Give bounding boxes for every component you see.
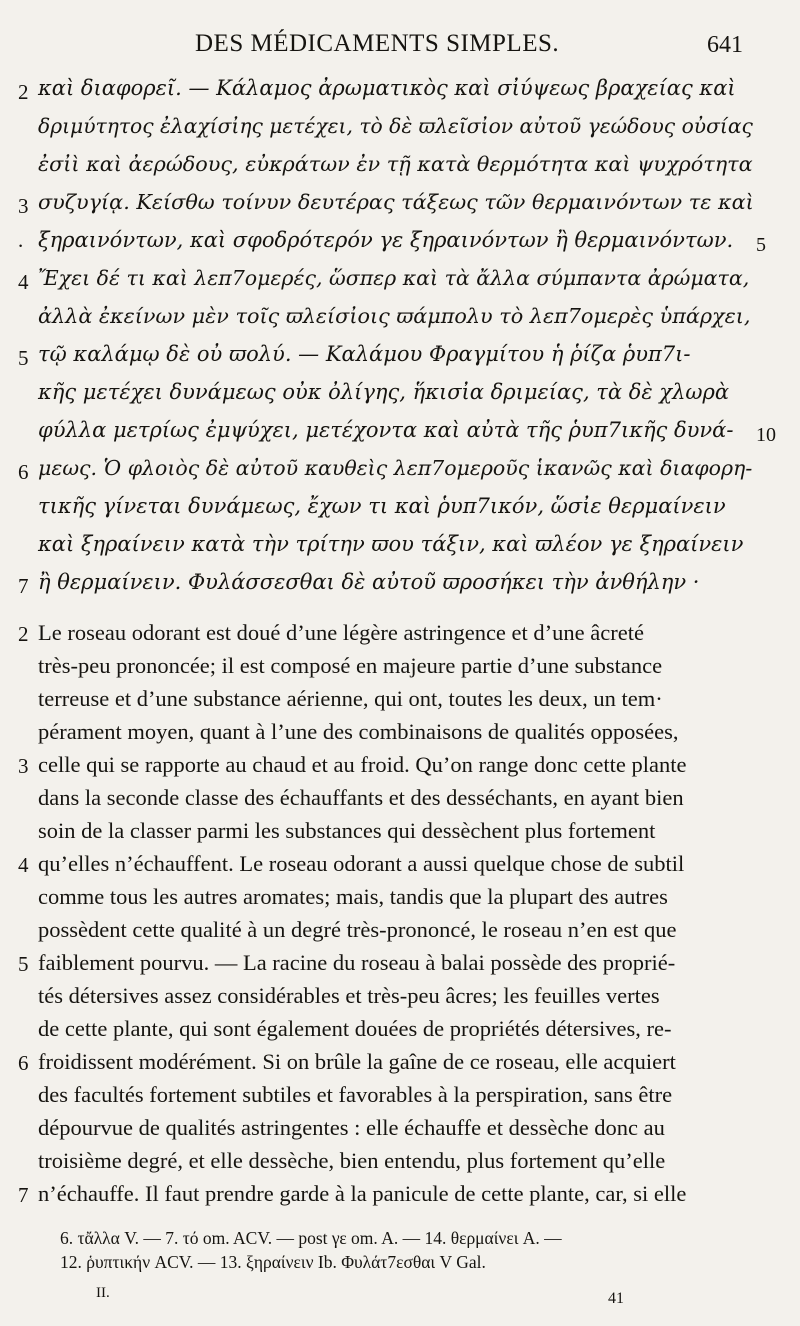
french-line: celle qui se rapporte au chaud et au froid. Qu’on range donc cette plante (38, 752, 687, 777)
section-number: 2 (18, 80, 29, 104)
greek-line: καὶ ξηραίνειν κατὰ τὴν τρίτην ϖου τάξιν, καὶ ϖλέον γε ξηραίνειν (38, 532, 744, 556)
footnote-line: 12. ῥυπτικήν ACV. — 13. ξηραίνειν Ib. Φυλάτ7εσθαι V Gal. (60, 1252, 486, 1272)
running-title: DES MÉDICAMENTS SIMPLES. (195, 30, 560, 57)
french-line: dans la seconde classe des échauffants et des desséchants, en ayant bien (38, 785, 684, 810)
french-line: soin de la classer parmi les substances qui dessèchent plus fortement (38, 818, 656, 843)
section-number: 2 (18, 622, 29, 646)
french-line: faiblement pourvu. — La racine du roseau à balai possède des proprié- (38, 950, 676, 975)
greek-line: τῷ καλάμῳ δὲ οὐ ϖολύ. — Καλάμου Φραγμίτου ἡ ῥίζα ῥυπ7ι- (38, 342, 691, 366)
section-number: 4 (18, 853, 29, 877)
greek-line: τικῆς γίνεται δυνάμεως, ἔχων τι καὶ ῥυπ7ικόν, ὥσἰε θερμαίνειν (38, 494, 726, 518)
french-line: troisième degré, et elle dessèche, bien entendu, plus fortement qu’elle (38, 1148, 666, 1173)
french-line: des facultés fortement subtiles et favorables à la perspiration, sans être (38, 1082, 673, 1107)
french-line: terreuse et d’une substance aérienne, qui ont, toutes les deux, un tem· (38, 686, 663, 711)
line-count-marker: 5 (756, 234, 766, 256)
french-line: Le roseau odorant est doué d’une légère astringence et d’une âcreté (38, 620, 644, 645)
section-number: 3 (18, 194, 29, 218)
section-number: 7 (18, 1183, 29, 1207)
french-line: comme tous les autres aromates; mais, tandis que la plupart des autres (38, 884, 668, 909)
section-number: 5 (18, 952, 29, 976)
french-line: froidissent modérément. Si on brûle la gaîne de ce roseau, elle acquiert (38, 1049, 676, 1074)
greek-line: συζυγίᾳ. Κείσθω τοίνυν δευτέρας τάξεως τῶν θερμαινόντων τε καὶ (38, 190, 754, 214)
greek-line: ἐσἰὶ καὶ ἀερώδους, εὐκράτων ἐν τῇ κατὰ θερμότητα καὶ ψυχρότητα (38, 152, 753, 176)
page-header (0, 30, 800, 64)
signature-mark: II. (96, 1285, 110, 1301)
section-number: 7 (18, 574, 29, 598)
section-number: 3 (18, 754, 29, 778)
section-number: . (18, 228, 24, 252)
greek-line: ἀλλὰ ἐκείνων μὲν τοῖς ϖλείσἰοις ϖάμπολυ τὸ λεπ7ομερὲς ὑπάρχει, (38, 304, 751, 328)
footnote-line: 6. τἄλλα V. — 7. τό om. ACV. — post γε om. A. — 14. θερμαίνει A. — (60, 1228, 562, 1248)
french-line: n’échauffe. Il faut prendre garde à la panicule de cette plante, car, si elle (38, 1181, 687, 1206)
french-line: possèdent cette qualité à un degré très-prononcé, le roseau n’en est que (38, 917, 677, 942)
greek-line: κῆς μετέχει δυνάμεως οὐκ ὀλίγης, ἥκισἰα δριμείας, τὰ δὲ χλωρὰ (38, 380, 730, 404)
sheet-number: 41 (608, 1290, 624, 1307)
line-count-marker: 10 (756, 424, 776, 446)
greek-line: καὶ διαφορεῖ. — Κάλαμος ἀρωματικὸς καὶ σἰύψεως βραχείας καὶ (38, 76, 736, 100)
french-line: très-peu prononcée; il est composé en majeure partie d’une substance (38, 653, 663, 678)
french-line: pérament moyen, quant à l’une des combinaisons de qualités opposées, (38, 719, 679, 744)
french-line: de cette plante, qui sont également douées de propriétés détersives, re- (38, 1016, 672, 1041)
greek-line: ἢ θερμαίνειν. Φυλάσσεσθαι δὲ αὐτοῦ ϖροσήκει τὴν ἀνθήλην · (38, 570, 700, 594)
greek-line: Ἔχει δέ τι καὶ λεπ7ομερές, ὥσπερ καὶ τὰ ἄλλα σύμπαντα ἀρώματα, (38, 266, 750, 290)
section-number: 4 (18, 270, 29, 294)
page-number: 641 (707, 32, 743, 58)
greek-line: δριμύτητος ἐλαχίσἰης μετέχει, τὸ δὲ ϖλεῖσἰον αὐτοῦ γεώδους οὐσίας (38, 114, 753, 138)
french-line: dépourvue de qualités astringentes : elle échauffe et dessèche donc au (38, 1115, 665, 1140)
french-line: tés détersives assez considérables et très-peu âcres; les feuilles vertes (38, 983, 660, 1008)
section-number: 6 (18, 1051, 29, 1075)
greek-line: ξηραινόντων, καὶ σφοδρότερόν γε ξηραινόντων ἢ θερμαινόντων. (38, 228, 734, 252)
section-number: 6 (18, 460, 29, 484)
greek-line: μεως. Ὁ φλοιὸς δὲ αὐτοῦ καυθεὶς λεπ7ομεροῦς ἱκανῶς καὶ διαφορη- (38, 456, 753, 480)
greek-line: φύλλα μετρίως ἐμψύχει, μετέχοντα καὶ αὐτὰ τῆς ῥυπ7ικῆς δυνά- (38, 418, 734, 442)
section-number: 5 (18, 346, 29, 370)
french-line: qu’elles n’échauffent. Le roseau odorant a aussi quelque chose de subtil (38, 851, 685, 876)
